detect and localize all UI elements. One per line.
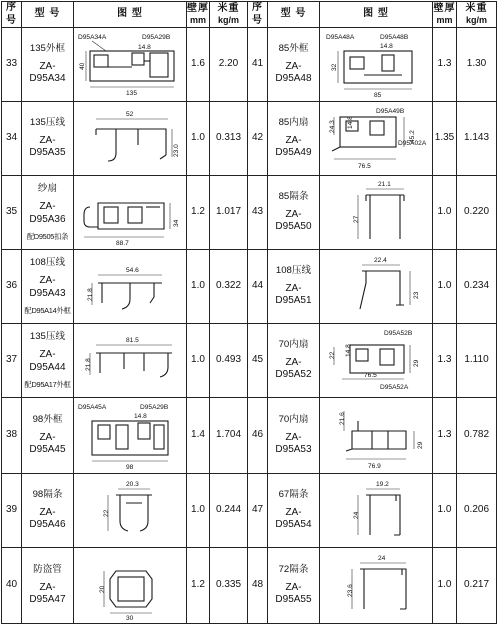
header-diagram-right: 图 型 (320, 2, 433, 28)
seq-cell: 45 (248, 324, 268, 398)
svg-text:24: 24 (378, 554, 386, 562)
profile-drawing (320, 176, 433, 250)
profile-drawing (320, 28, 433, 102)
wall-thickness: 1.3 (433, 324, 457, 398)
weight-per-meter: 0.217 (457, 548, 497, 624)
model-cell: 85隔条 ZA-D95A50 (268, 176, 320, 250)
svg-text:76.9: 76.9 (368, 462, 381, 470)
svg-text:22: 22 (103, 509, 110, 517)
profile-drawing (74, 28, 187, 102)
model-cell: 108压线 ZA-D95A43 配D95A14外框 (22, 250, 74, 324)
seq-cell: 40 (2, 548, 22, 624)
seq-cell: 47 (248, 474, 268, 548)
svg-text:88.7: 88.7 (116, 239, 129, 247)
svg-text:D95A52A: D95A52A (380, 383, 409, 391)
wall-thickness: 1.0 (187, 474, 210, 548)
svg-text:14.8: 14.8 (380, 42, 393, 50)
seq-cell: 36 (2, 250, 22, 324)
seq-cell: 34 (2, 102, 22, 176)
weight-per-meter: 2.20 (210, 28, 248, 102)
weight-per-meter: 0.244 (210, 474, 248, 548)
svg-text:21.8: 21.8 (85, 357, 92, 371)
profile-drawing (74, 176, 187, 250)
svg-text:23.0: 23.0 (173, 143, 180, 157)
svg-text:19.2: 19.2 (376, 480, 389, 488)
header-diagram-left: 图 型 (74, 2, 187, 28)
wall-thickness: 1.6 (187, 28, 210, 102)
profile-drawing (320, 474, 433, 548)
wall-thickness: 1.3 (433, 398, 457, 474)
wall-thickness: 1.0 (187, 102, 210, 176)
model-cell: 防盗管 ZA-D95A47 (22, 548, 74, 624)
wall-thickness: 1.0 (433, 250, 457, 324)
wall-thickness: 1.35 (433, 102, 457, 176)
weight-per-meter: 1.30 (457, 28, 497, 102)
header-thickness-right: 壁厚 mm (433, 2, 457, 28)
seq-cell: 44 (248, 250, 268, 324)
weight-per-meter: 1.143 (457, 102, 497, 176)
model-cell: 85外框 ZA-D95A48 (268, 28, 320, 102)
table-row (2, 102, 497, 176)
weight-per-meter: 0.220 (457, 176, 497, 250)
weight-per-meter: 0.782 (457, 398, 497, 474)
weight-per-meter: 0.322 (210, 250, 248, 324)
weight-per-meter: 0.493 (210, 324, 248, 398)
svg-text:D95A52B: D95A52B (384, 329, 413, 337)
model-cell: 72隔条 ZA-D95A55 (268, 548, 320, 624)
svg-text:30: 30 (126, 614, 134, 621)
profile-drawing (74, 474, 187, 548)
wall-thickness: 1.0 (433, 176, 457, 250)
weight-per-meter: 0.234 (457, 250, 497, 324)
wall-thickness: 1.2 (187, 548, 210, 624)
svg-text:135: 135 (126, 89, 138, 97)
weight-per-meter: 1.704 (210, 398, 248, 474)
seq-cell: 33 (2, 28, 22, 102)
table-row (2, 176, 497, 250)
svg-text:29: 29 (413, 359, 420, 367)
model-cell: 98外框 ZA-D95A45 (22, 398, 74, 474)
svg-text:D95A49B: D95A49B (376, 107, 405, 115)
svg-text:54.6: 54.6 (126, 266, 139, 274)
table-row (2, 548, 497, 624)
svg-text:40: 40 (79, 62, 86, 70)
svg-text:76.5: 76.5 (364, 371, 377, 379)
weight-per-meter: 0.206 (457, 474, 497, 548)
wall-thickness: 1.0 (433, 548, 457, 624)
profile-drawing (74, 102, 187, 176)
wall-thickness: 1.0 (187, 250, 210, 324)
seq-cell: 39 (2, 474, 22, 548)
svg-text:21.6: 21.6 (339, 411, 346, 425)
seq-cell: 41 (248, 28, 268, 102)
profile-drawing (74, 398, 187, 474)
profile-drawing (74, 250, 187, 324)
model-cell: 85内扇 ZA-D95A49 (268, 102, 320, 176)
table-row (2, 324, 497, 398)
profile-drawing (320, 398, 433, 474)
svg-text:21.8: 21.8 (87, 287, 94, 301)
model-cell: 67隔条 ZA-D95A54 (268, 474, 320, 548)
model-cell: 135压线 ZA-D95A35 (22, 102, 74, 176)
wall-thickness: 1.0 (187, 324, 210, 398)
model-cell: 135压线 ZA-D95A44 配D95A17外框 (22, 324, 74, 398)
table-row (2, 398, 497, 474)
svg-text:14.8: 14.8 (345, 343, 352, 357)
weight-per-meter: 0.313 (210, 102, 248, 176)
svg-text:D95A48A: D95A48A (326, 33, 355, 41)
wall-thickness: 1.3 (433, 28, 457, 102)
table-row (2, 28, 497, 102)
header-row (2, 2, 497, 28)
seq-cell: 35 (2, 176, 22, 250)
header-seq-left: 序号 (2, 2, 22, 28)
header-thickness-left: 壁厚 mm (187, 2, 210, 28)
svg-text:52: 52 (126, 110, 134, 118)
svg-text:81.5: 81.5 (126, 336, 139, 344)
profile-drawing (74, 548, 187, 624)
svg-text:34: 34 (173, 219, 180, 227)
svg-text:29: 29 (417, 441, 424, 449)
svg-text:D95A02A: D95A02A (398, 139, 427, 147)
header-seq-right: 序号 (248, 2, 268, 28)
weight-per-meter: 1.017 (210, 176, 248, 250)
svg-text:23: 23 (413, 291, 420, 299)
wall-thickness: 1.4 (187, 398, 210, 474)
model-cell: 70内扇 ZA-D95A53 (268, 398, 320, 474)
svg-text:14.8: 14.8 (134, 412, 147, 420)
svg-text:14.8: 14.8 (138, 43, 151, 51)
header-model-right: 型 号 (268, 2, 320, 28)
wall-thickness: 1.0 (433, 474, 457, 548)
header-weight-left: 米重 kg/m (210, 2, 248, 28)
table-row (2, 474, 497, 548)
svg-text:85: 85 (374, 91, 382, 99)
header-weight-right: 米重 kg/m (457, 2, 497, 28)
profile-catalog-table (1, 1, 497, 624)
seq-cell: 42 (248, 102, 268, 176)
profile-drawing (320, 324, 433, 398)
model-cell: 108压线 ZA-D95A51 (268, 250, 320, 324)
profile-drawing (320, 102, 433, 176)
table-row (2, 250, 497, 324)
model-cell: 纱扇 ZA-D95A36 配D9505扣条 (22, 176, 74, 250)
svg-text:14.8: 14.8 (347, 115, 354, 129)
svg-text:22: 22 (329, 351, 336, 359)
svg-text:D95A29B: D95A29B (142, 33, 171, 41)
svg-text:22.4: 22.4 (374, 256, 387, 264)
model-cell: 135外框 ZA-D95A34 (22, 28, 74, 102)
seq-cell: 37 (2, 324, 22, 398)
seq-cell: 48 (248, 548, 268, 624)
svg-text:20.3: 20.3 (126, 480, 139, 488)
profile-drawing (74, 324, 187, 398)
svg-text:20: 20 (99, 585, 106, 593)
seq-cell: 43 (248, 176, 268, 250)
svg-text:24: 24 (353, 511, 360, 519)
svg-text:98: 98 (126, 463, 134, 471)
svg-text:23.6: 23.6 (347, 583, 354, 597)
svg-text:32: 32 (331, 63, 338, 71)
profile-drawing (320, 548, 433, 624)
profile-drawing (320, 250, 433, 324)
svg-text:76.5: 76.5 (358, 162, 371, 170)
model-cell: 70内扇 ZA-D95A52 (268, 324, 320, 398)
svg-text:D95A45A: D95A45A (78, 403, 107, 411)
svg-text:D95A34A: D95A34A (78, 33, 107, 41)
weight-per-meter: 0.335 (210, 548, 248, 624)
weight-per-meter: 1.110 (457, 324, 497, 398)
svg-text:45.2: 45.2 (409, 129, 416, 143)
wall-thickness: 1.2 (187, 176, 210, 250)
svg-text:24.3: 24.3 (329, 119, 336, 133)
svg-text:D95A29B: D95A29B (140, 403, 169, 411)
model-cell: 98隔条 ZA-D95A46 (22, 474, 74, 548)
seq-cell: 38 (2, 398, 22, 474)
header-model-left: 型 号 (22, 2, 74, 28)
svg-text:D95A48B: D95A48B (380, 33, 409, 41)
svg-text:21.1: 21.1 (378, 180, 391, 188)
seq-cell: 46 (248, 398, 268, 474)
svg-text:27: 27 (353, 215, 360, 223)
